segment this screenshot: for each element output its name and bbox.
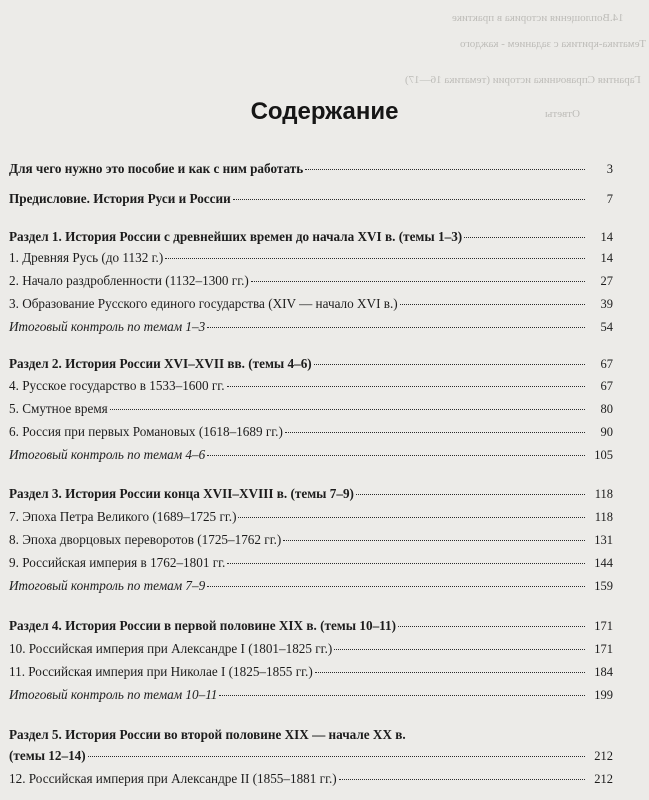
toc-entry-title: 1. Древняя Русь (до 1132 г.)	[9, 250, 164, 265]
toc-entry-page: 14	[600, 251, 613, 265]
toc-entry[interactable]	[9, 421, 613, 443]
toc-entry-page: 67	[600, 379, 613, 393]
toc-section-entry[interactable]	[9, 483, 613, 505]
toc-section-entry[interactable]	[9, 615, 613, 637]
leader-dots	[251, 281, 585, 282]
leader-dots	[207, 455, 585, 456]
toc-entry-page: 67	[600, 357, 613, 371]
leader-dots	[398, 626, 585, 627]
toc-entry-page: 7	[606, 192, 613, 206]
leader-dots	[464, 237, 585, 238]
toc-entry[interactable]	[9, 444, 613, 466]
toc-entry-title: Раздел 2. История России XVI–XVII вв. (темы 4–6)	[9, 356, 312, 371]
page-title: Содержание	[250, 98, 399, 125]
toc-entry[interactable]	[9, 247, 613, 269]
toc-entry[interactable]	[9, 398, 613, 420]
toc-entry[interactable]	[9, 293, 613, 315]
toc-entry-title: Итоговый контроль по темам 4–6	[9, 447, 206, 462]
toc-entry-title: 10. Российская империя при Александре I (1801–1825 гг.)	[9, 641, 333, 656]
toc-entry-title: Раздел 3. История России конца XVII–XVIII в. (темы 7–9)	[9, 486, 354, 501]
toc-entry[interactable]	[9, 188, 613, 210]
toc-entry-page: 184	[594, 665, 613, 679]
toc-entry-title: 6. Россия при первых Романовых (1618–1689 гг.)	[9, 424, 283, 439]
leader-dots	[227, 563, 585, 564]
toc-entry-page: 118	[594, 487, 613, 501]
bleed-line: Гарантия Справочника истории (тематика 16—17)	[405, 74, 641, 86]
toc-section-entry[interactable]	[9, 353, 613, 375]
toc-entry-page: 39	[600, 297, 613, 311]
leader-dots	[238, 517, 585, 518]
toc-entry-page: 144	[594, 556, 613, 570]
toc-entry[interactable]	[9, 684, 613, 706]
toc-entry[interactable]	[9, 375, 613, 397]
toc-entry-title: 7. Эпоха Петра Великого (1689–1725 гг.)	[9, 509, 237, 524]
toc-entry-title: 5. Смутное время	[9, 401, 108, 416]
toc-entry-title: Итоговый контроль по темам 7–9	[9, 578, 206, 593]
toc-entry[interactable]	[9, 768, 613, 790]
toc-entry[interactable]	[9, 575, 613, 597]
toc-entry[interactable]	[9, 552, 613, 574]
leader-dots	[285, 432, 585, 433]
leader-dots	[219, 695, 585, 696]
toc-section-entry[interactable]	[9, 745, 613, 767]
toc-entry-title: (темы 12–14)	[9, 748, 86, 763]
toc-entry-page: 212	[594, 772, 613, 786]
toc-entry[interactable]	[9, 316, 613, 338]
leader-dots	[315, 672, 585, 673]
toc-entry-page: 118	[594, 510, 613, 524]
leader-dots	[227, 386, 586, 387]
toc-entry-title: 3. Образование Русского единого государства (XIV — начало XVI в.)	[9, 296, 398, 311]
toc-entry-title: Раздел 4. История России в первой половине XIX в. (темы 10–11)	[9, 618, 397, 633]
toc-entry-page: 171	[594, 642, 613, 656]
toc-entry-title: Раздел 1. История России с древнейших времен до начала XVI в. (темы 1–3)	[9, 229, 463, 244]
leader-dots	[165, 258, 585, 259]
toc-entry-page: 14	[600, 230, 613, 244]
toc-entry-page: 90	[600, 425, 613, 439]
toc-entry-page: 105	[594, 448, 613, 462]
toc-entry-page: 199	[594, 688, 613, 702]
leader-dots	[314, 364, 585, 365]
toc-section-entry[interactable]	[9, 226, 613, 248]
leader-dots	[356, 494, 585, 495]
toc-entry[interactable]	[9, 661, 613, 683]
bleed-line: Ответы	[545, 108, 580, 120]
leader-dots	[233, 199, 585, 200]
toc-entry[interactable]	[9, 529, 613, 551]
toc-entry-title: 9. Российская империя в 1762–1801 гг.	[9, 555, 226, 570]
toc-entry-title: 11. Российская империя при Николае I (1825–1855 гг.)	[9, 664, 313, 679]
toc-entry-page: 131	[594, 533, 613, 547]
leader-dots	[339, 779, 585, 780]
toc-entry-title: Для чего нужно это пособие и как с ним работать	[9, 161, 304, 176]
toc-entry-page: 3	[606, 162, 613, 176]
leader-dots	[110, 409, 585, 410]
bleed-line: 14.Воплощения историка в практике	[452, 12, 624, 24]
toc-entry-title: 2. Начало раздробленности (1132–1300 гг.)	[9, 273, 249, 288]
toc-entry[interactable]	[9, 270, 613, 292]
toc-entry-title: Предисловие. История Руси и России	[9, 191, 231, 206]
toc-entry-page: 80	[600, 402, 613, 416]
toc-entry-title: 8. Эпоха дворцовых переворотов (1725–1762 гг.)	[9, 532, 282, 547]
toc-entry-title: 12. Российская империя при Александре II (1855–1881 гг.)	[9, 771, 337, 786]
leader-dots	[207, 586, 585, 587]
toc-entry-title: Итоговый контроль по темам 1–3	[9, 319, 206, 334]
toc-entry[interactable]	[9, 158, 613, 180]
toc-entry-page: 54	[600, 320, 613, 334]
toc-entry[interactable]	[9, 638, 613, 660]
toc-entry-page: 171	[594, 619, 613, 633]
leader-dots	[400, 304, 585, 305]
leader-dots	[283, 540, 585, 541]
toc-entry-page: 212	[594, 749, 613, 763]
leader-dots	[207, 327, 585, 328]
toc-entry-page: 27	[600, 274, 613, 288]
toc-entry-title: 4. Русское государство в 1533–1600 гг.	[9, 378, 225, 393]
leader-dots	[305, 169, 585, 170]
leader-dots	[88, 756, 585, 757]
toc-entry-page: 159	[594, 579, 613, 593]
toc-entry-title: Итоговый контроль по темам 10–11	[9, 687, 218, 702]
leader-dots	[334, 649, 585, 650]
toc-section-title-line1[interactable]: Раздел 5. История России во второй половине XIX — начале XX в.	[9, 727, 406, 742]
bleed-line: Тематика-критика с заданием - каждого	[460, 38, 646, 50]
toc-entry[interactable]	[9, 506, 613, 528]
